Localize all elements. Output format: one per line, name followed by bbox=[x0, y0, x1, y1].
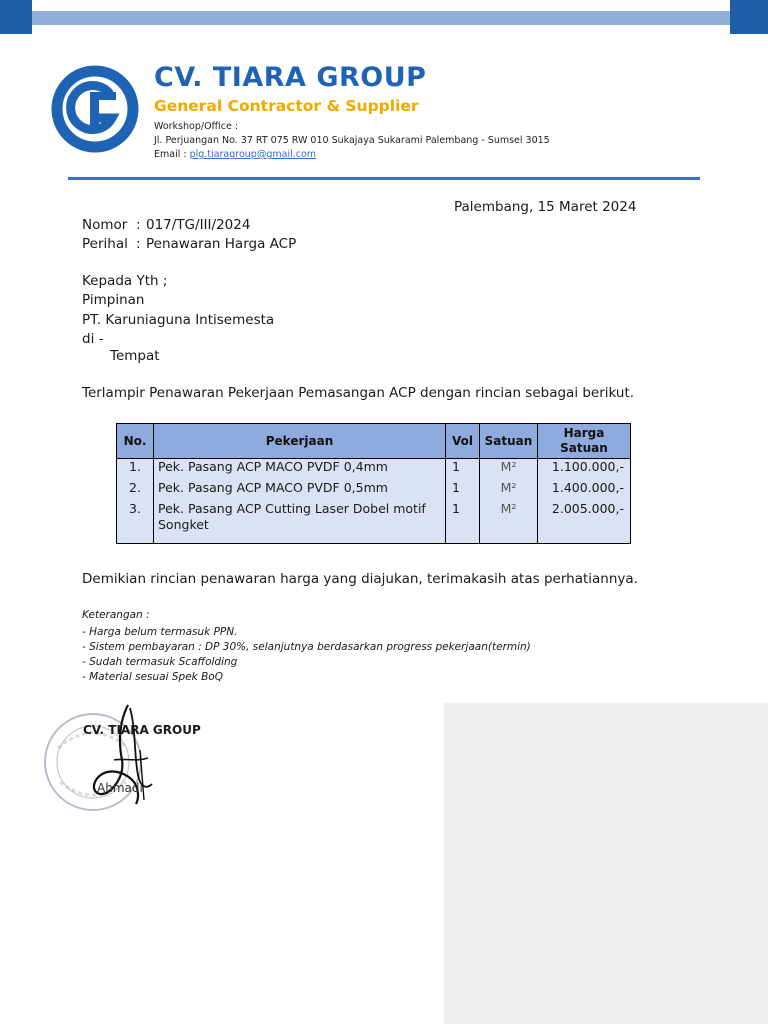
nomor-value: 017/TG/III/2024 bbox=[146, 217, 251, 233]
header-no: No. bbox=[117, 424, 154, 459]
top-decorative-bar bbox=[0, 11, 768, 25]
cell-no: 2. bbox=[117, 480, 154, 501]
perihal-label: Perihal bbox=[82, 236, 128, 252]
letter-date: Palembang, 15 Maret 2024 bbox=[454, 199, 637, 215]
cell-price: 1.100.000,- bbox=[538, 459, 631, 481]
perihal-value: Penawaran Harga ACP bbox=[146, 236, 297, 252]
recipient-company: PT. Karuniaguna Intisemesta bbox=[82, 312, 275, 328]
corner-block-left bbox=[0, 0, 32, 34]
table-row bbox=[117, 480, 631, 501]
header-work: Pekerjaan bbox=[154, 424, 446, 459]
cell-work: Pek. Pasang ACP Cutting Laser Dobel motif Songket bbox=[154, 501, 446, 544]
greeting: Kepada Yth ; bbox=[82, 273, 168, 289]
note-item: - Sudah termasuk Scaffolding bbox=[82, 656, 238, 668]
nomor-label: Nomor bbox=[82, 217, 128, 233]
company-logo bbox=[50, 64, 140, 154]
table-row bbox=[117, 459, 631, 481]
company-tagline: General Contractor & Supplier bbox=[154, 97, 419, 115]
cell-unit: M² bbox=[480, 501, 538, 544]
header-vol: Vol bbox=[446, 424, 480, 459]
table-header-row bbox=[117, 424, 631, 459]
header-unit: Satuan bbox=[480, 424, 538, 459]
recipient-place: Tempat bbox=[110, 348, 160, 364]
closing-paragraph: Demikian rincian penawaran harga yang diajukan, terimakasih atas perhatiannya. bbox=[82, 571, 638, 587]
cell-vol: 1 bbox=[446, 480, 480, 501]
email-link[interactable]: plg.tiaragroup@gmail.com bbox=[189, 149, 317, 160]
cell-vol: 1 bbox=[446, 501, 480, 544]
cell-no: 1. bbox=[117, 459, 154, 481]
company-name: CV. TIARA GROUP bbox=[154, 62, 427, 93]
cell-unit: M² bbox=[480, 480, 538, 501]
cell-work: Pek. Pasang ACP MACO PVDF 0,4mm bbox=[154, 459, 446, 481]
cell-price: 1.400.000,- bbox=[538, 480, 631, 501]
address-label: Workshop/Office : bbox=[154, 121, 239, 132]
cell-price: 2.005.000,- bbox=[538, 501, 631, 544]
corner-block-right bbox=[730, 0, 768, 34]
cell-unit: M² bbox=[480, 459, 538, 481]
blank-image-panel bbox=[444, 703, 768, 1024]
header-price: Harga Satuan bbox=[538, 424, 631, 459]
recipient-di: di - bbox=[82, 331, 104, 347]
perihal-separator: : bbox=[136, 236, 141, 252]
offer-table bbox=[116, 423, 631, 544]
note-item: - Sistem pembayaran : DP 30%, selanjutnya berdasarkan progress pekerjaan(termin) bbox=[82, 641, 531, 653]
signer-name: Ahmadi bbox=[97, 781, 143, 795]
cell-no: 3. bbox=[117, 501, 154, 544]
table-row bbox=[117, 501, 631, 544]
cell-work: Pek. Pasang ACP MACO PVDF 0,5mm bbox=[154, 480, 446, 501]
nomor-separator: : bbox=[136, 217, 141, 233]
signature-company: CV. TIARA GROUP bbox=[83, 723, 201, 737]
email-label: Email : bbox=[154, 149, 190, 160]
recipient-title: Pimpinan bbox=[82, 292, 145, 308]
letterhead-divider bbox=[68, 177, 700, 180]
intro-paragraph: Terlampir Penawaran Pekerjaan Pemasangan ACP dengan rincian sebagai berikut. bbox=[82, 385, 635, 401]
notes-label: Keterangan : bbox=[82, 609, 150, 621]
address-text: Jl. Perjuangan No. 37 RT 075 RW 010 Sukajaya Sukarami Palembang - Sumsel 3015 bbox=[154, 135, 550, 146]
note-item: - Material sesuai Spek BoQ bbox=[82, 671, 223, 683]
note-item: - Harga belum termasuk PPN. bbox=[82, 626, 238, 638]
cell-vol: 1 bbox=[446, 459, 480, 481]
email-line bbox=[154, 149, 316, 160]
